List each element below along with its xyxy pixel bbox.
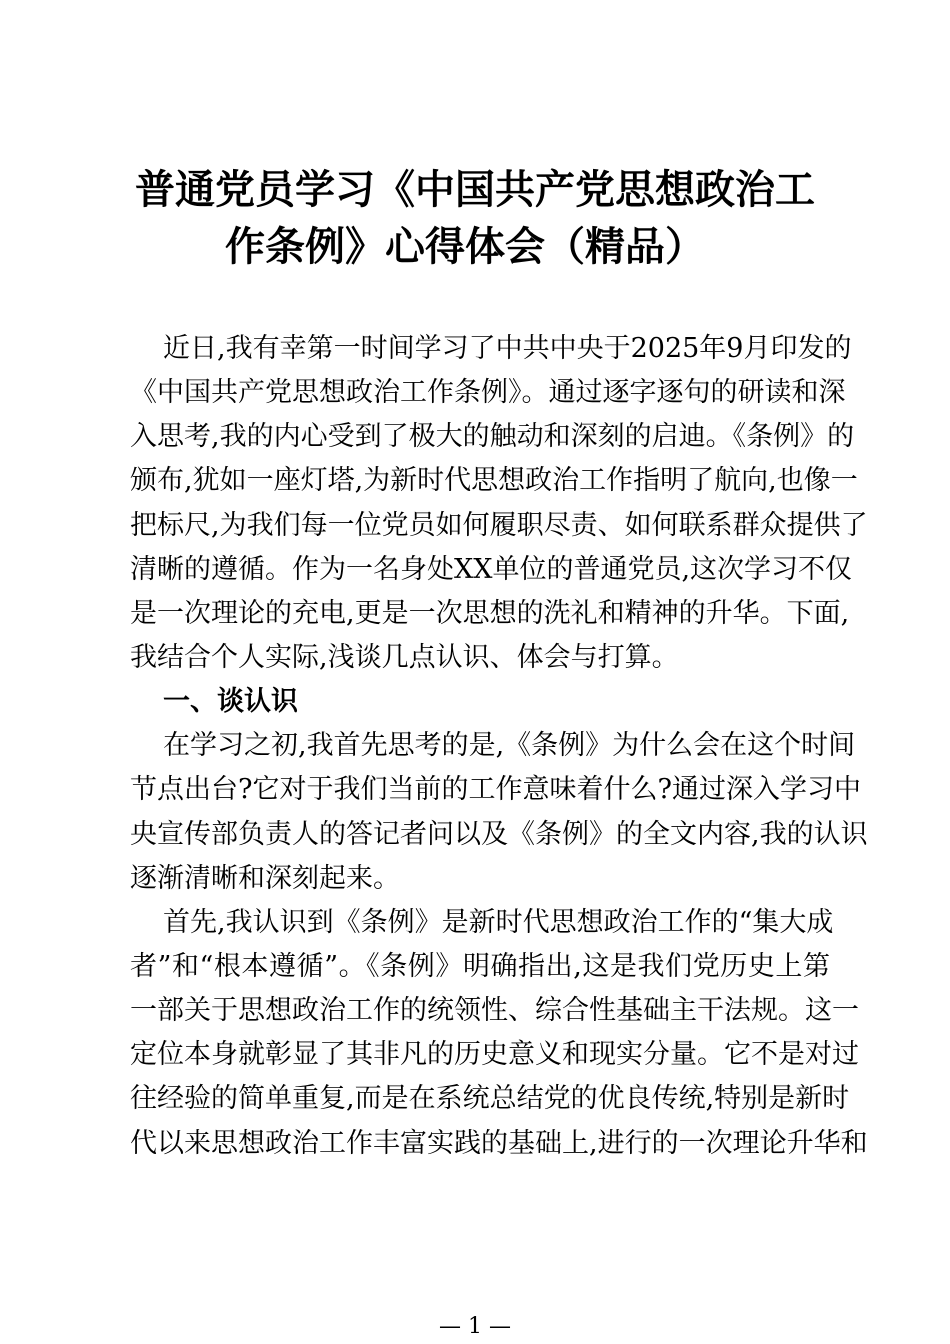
text-line: 首先,我认识到《条例》是新时代思想政治工作的“集大成 [163, 906, 834, 938]
document-title-line-2: 作条例》心得体会（精品） [225, 224, 705, 270]
text-line: 一部关于思想政治工作的统领性、综合性基础主干法规。这一 [130, 995, 859, 1027]
text-line: 清晰的遵循。作为一名身处XX单位的普通党员,这次学习不仅 [130, 553, 853, 585]
paragraph-intro [130, 327, 868, 680]
page-number: — 1 — [439, 1314, 511, 1339]
text-line: 颁布,犹如一座灯塔,为新时代思想政治工作指明了航向,也像一 [130, 465, 858, 497]
section-heading: 一、谈认识 [163, 686, 298, 718]
text-line: 是一次理论的充电,更是一次思想的洗礼和精神的升华。下面, [130, 597, 850, 629]
text-line: 我结合个人实际,浅谈几点认识、体会与打算。 [130, 641, 679, 673]
text-line: 入思考,我的内心受到了极大的触动和深刻的启迪。《条例》的 [130, 421, 855, 453]
text-line: 在学习之初,我首先思考的是,《条例》为什么会在这个时间 [163, 730, 856, 762]
paragraph-2 [130, 724, 868, 901]
text-line: 近日,我有幸第一时间学习了中共中央于2025年9月印发的 [163, 333, 852, 364]
text-line: 代以来思想政治工作丰富实践的基础上,进行的一次理论升华和 [130, 1127, 868, 1159]
text-line: 往经验的简单重复,而是在系统总结党的优良传统,特别是新时 [130, 1083, 850, 1115]
text-line: 把标尺,为我们每一位党员如何履职尽责、如何联系群众提供了 [130, 509, 868, 541]
text-line: 者”和“根本遵循”。《条例》明确指出,这是我们党历史上第 [130, 950, 830, 982]
text-line: 央宣传部负责人的答记者问以及《条例》的全文内容,我的认识 [130, 818, 868, 850]
text-line: 逐渐清晰和深刻起来。 [130, 862, 400, 894]
text-line: 定位本身就彰显了其非凡的历史意义和现实分量。它不是对过 [130, 1039, 859, 1071]
document-title-line-1: 普通党员学习《中国共产党思想政治工 [135, 167, 815, 213]
document-body [130, 327, 868, 1166]
paragraph-3 [130, 901, 868, 1166]
text-line: 节点出台?它对于我们当前的工作意味着什么?通过深入学习中 [130, 774, 861, 806]
text-line: 《中国共产党思想政治工作条例》。通过逐字逐句的研读和深 [130, 377, 846, 409]
